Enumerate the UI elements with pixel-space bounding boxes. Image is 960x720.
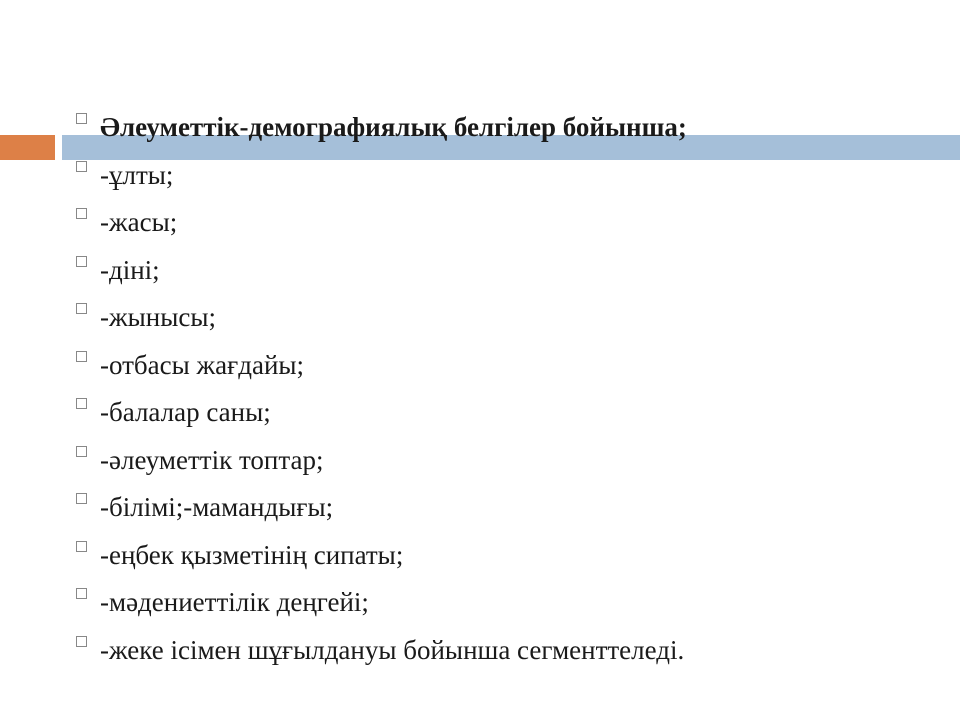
list-item-text: -діні; <box>100 254 160 285</box>
list-item <box>76 247 946 295</box>
list-item <box>76 152 946 200</box>
hollow-square-icon <box>76 588 87 599</box>
hollow-square-icon <box>76 161 87 172</box>
list-item-text: -мәдениеттілік деңгейі; <box>100 587 369 618</box>
list-item <box>76 532 946 580</box>
list-item-text: -отбасы жағдайы; <box>100 349 305 380</box>
list-item <box>76 389 946 437</box>
hollow-square-icon <box>76 303 87 314</box>
list-item-text: -әлеуметтік топтар; <box>100 444 324 475</box>
list-item <box>76 294 946 342</box>
hollow-square-icon <box>76 208 87 219</box>
list-item <box>76 199 946 247</box>
list-item-text: -жеке ісімен шұғылдануы бойынша сегменттеледі. <box>100 634 685 665</box>
hollow-square-icon <box>76 541 87 552</box>
accent-bar-orange <box>0 135 55 160</box>
list-item <box>76 579 946 627</box>
hollow-square-icon <box>76 493 87 504</box>
list-item <box>76 627 946 675</box>
list-item-text: -білімі;-мамандығы; <box>100 492 334 523</box>
list-item <box>76 342 946 390</box>
list-item <box>76 437 946 485</box>
list-item-heading <box>76 104 946 152</box>
hollow-square-icon <box>76 256 87 267</box>
list-item-text: -еңбек қызметінің сипаты; <box>100 539 404 570</box>
list-item-text: -жынысы; <box>100 302 217 333</box>
list-item-text: -балалар саны; <box>100 397 271 428</box>
hollow-square-icon <box>76 351 87 362</box>
hollow-square-icon <box>76 113 87 124</box>
list-item-text: -жасы; <box>100 207 178 238</box>
list-item-text: -ұлты; <box>100 159 174 190</box>
list-item-text: Әлеуметтік-демографиялық белгілер бойынша; <box>100 112 687 143</box>
hollow-square-icon <box>76 398 87 409</box>
list-item <box>76 484 946 532</box>
hollow-square-icon <box>76 446 87 457</box>
hollow-square-icon <box>76 636 87 647</box>
bullet-list <box>76 104 946 674</box>
